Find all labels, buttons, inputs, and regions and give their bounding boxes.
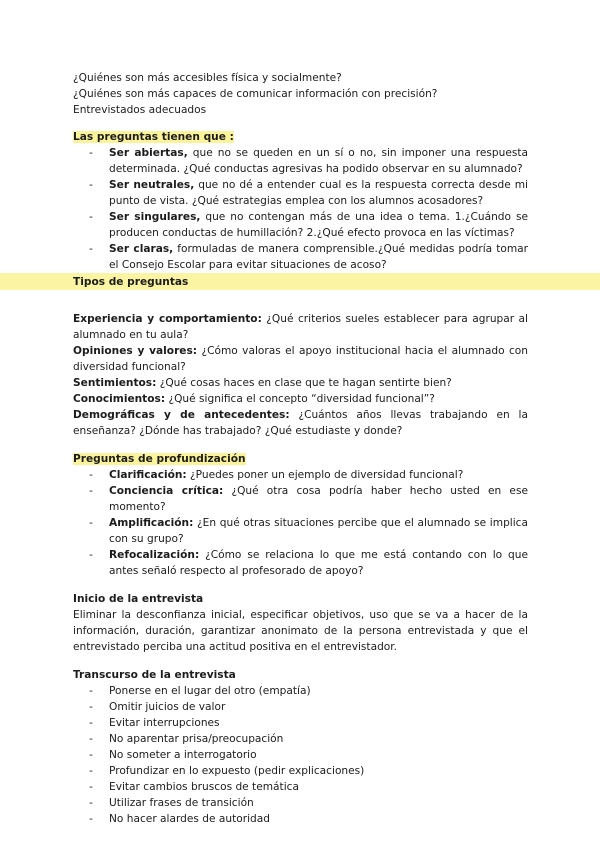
type-item: Opiniones y valores: ¿Cómo valoras el apoyo institucional hacia el alumnado con diversidad funcional? [73,345,528,373]
list-item: - Clarificación: ¿Puedes poner un ejemplo de diversidad funcional? [73,467,528,483]
list-item: - Ser singulares, que no contengan más de una idea o tema. 1.¿Cuándo se producen conductas de humillación? 2.¿Qué efecto provoca en las víctimas? [73,209,528,241]
list-item: - Profundizar en lo expuesto (pedir explicaciones) [73,763,528,779]
course-list [73,683,528,827]
start-paragraph: Eliminar la desconfianza inicial, especificar objetivos, uso que se va a hacer de la información, duración, garantizar anonimato de la persona entrevistada y que el entrevistado perciba una actitud positiva en el entrevistador. [73,609,528,653]
list-item: - No someter a interrogatorio [73,747,528,763]
questions-heading: Las preguntas tienen que : [73,131,234,143]
type-item: Experiencia y comportamiento: ¿Qué criterios sueles establecer para agrupar al alumnado en tu aula? [73,313,528,341]
list-item: - Omitir juicios de valor [73,699,528,715]
list-item: - Ser neutrales, que no dé a entender cual es la respuesta correcta desde mi punto de vista. ¿Qué estrategias emplea con los alumnos acosadores? [73,177,528,209]
questions-list [73,145,528,273]
intro-line: ¿Quiénes son más accesibles física y socialmente? [73,72,342,84]
depth-heading: Preguntas de profundización [73,453,246,465]
type-item: Sentimientos: ¿Qué cosas haces en clase que te hagan sentirte bien? [73,377,452,389]
intro-line: Entrevistados adecuados [73,104,207,116]
course-heading: Transcurso de la entrevista [73,669,236,681]
list-item: - Ser claras, formuladas de manera comprensible.¿Qué medidas podría tomar el Consejo Escolar para evitar situaciones de acoso? [73,241,528,273]
list-item: - Ponerse en el lugar del otro (empatía) [73,683,528,699]
intro-line: ¿Quiénes son más capaces de comunicar información con precisión? [73,88,438,100]
types-list [73,311,528,439]
document-page [73,70,528,827]
list-item: - No aparentar prisa/preocupación [73,731,528,747]
list-item: - Evitar interrupciones [73,715,528,731]
list-item: - Evitar cambios bruscos de temática [73,779,528,795]
type-item: Conocimientos: ¿Qué significa el concepto “diversidad funcional”? [73,393,435,405]
types-heading: Tipos de preguntas [73,276,189,288]
list-item: - Amplificación: ¿En qué otras situaciones percibe que el alumnado se implica con su grupo? [73,515,528,547]
list-item: - No hacer alardes de autoridad [73,811,528,827]
list-item: - Ser abiertas, que no se queden en un sí o no, sin imponer una respuesta determinada. ¿Qué conductas agresivas ha podido observar en su alumnado? [73,145,528,177]
type-item: Demográficas y de antecedentes: ¿Cuántos años llevas trabajando en la enseñanza? ¿Dónde has trabajado? ¿Qué estudiaste y donde? [73,409,528,437]
depth-list [73,467,528,579]
list-item: - Refocalización: ¿Cómo se relaciona lo que me está contando con lo que antes señaló respecto al profesorado de apoyo? [73,547,528,579]
list-item: - Utilizar frases de transición [73,795,528,811]
list-item: - Conciencia crítica: ¿Qué otra cosa podría haber hecho usted en ese momento? [73,483,528,515]
start-heading: Inicio de la entrevista [73,593,204,605]
